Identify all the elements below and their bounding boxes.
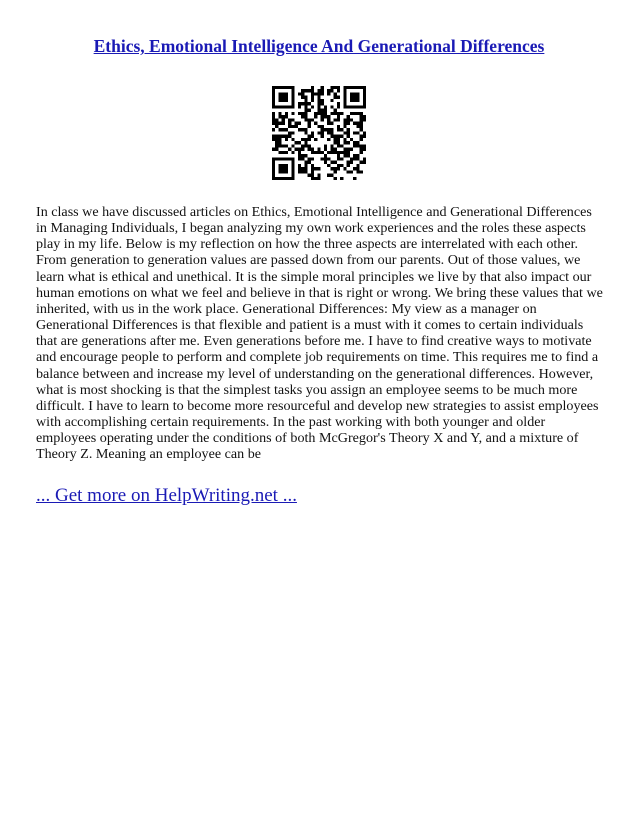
get-more-link[interactable]: ... Get more on HelpWriting.net ... xyxy=(36,485,297,506)
document-title-link[interactable]: Ethics, Emotional Intelligence And Generational Differences xyxy=(93,36,545,56)
body-paragraph: In class we have discussed articles on Ethics, Emotional Intelligence and Generational Differences in Managing Individuals, I began analyzing my own work experiences and the roles these aspects play in my life. Below is my reflection on how the three aspects are interrelated with each other. From generation to generation values are passed down from our parents. Out of those values, we learn what is ethical and unethical. It is the simple moral principles we live by that also impact our human emotions on what we feel and believe in that is right or wrong. We bring these values that we inherited, with us in the work place. Generational Differences: My view as a manager on Generational Differences is that flexible and patient is a must with it comes to certain individuals that are generations after me. Even generations before me. I have to find creative ways to motivate and encourage people to perform and complete job requirements on time. This requires me to find a balance between and increase my level of understanding on the generational differences. However, what is most shocking is that the simplest tasks you assign an employee seems to be much more difficult. I have to learn to become more resourceful and develop new strategies to assist employees with accomplishing certain requirements. In the past working with both younger and older employees operating under the conditions of both McGregor's Theory X and Y, and a mixture of Theory Z. Meaning an employee can be xyxy=(36,204,603,463)
qr-code-icon xyxy=(272,86,366,180)
